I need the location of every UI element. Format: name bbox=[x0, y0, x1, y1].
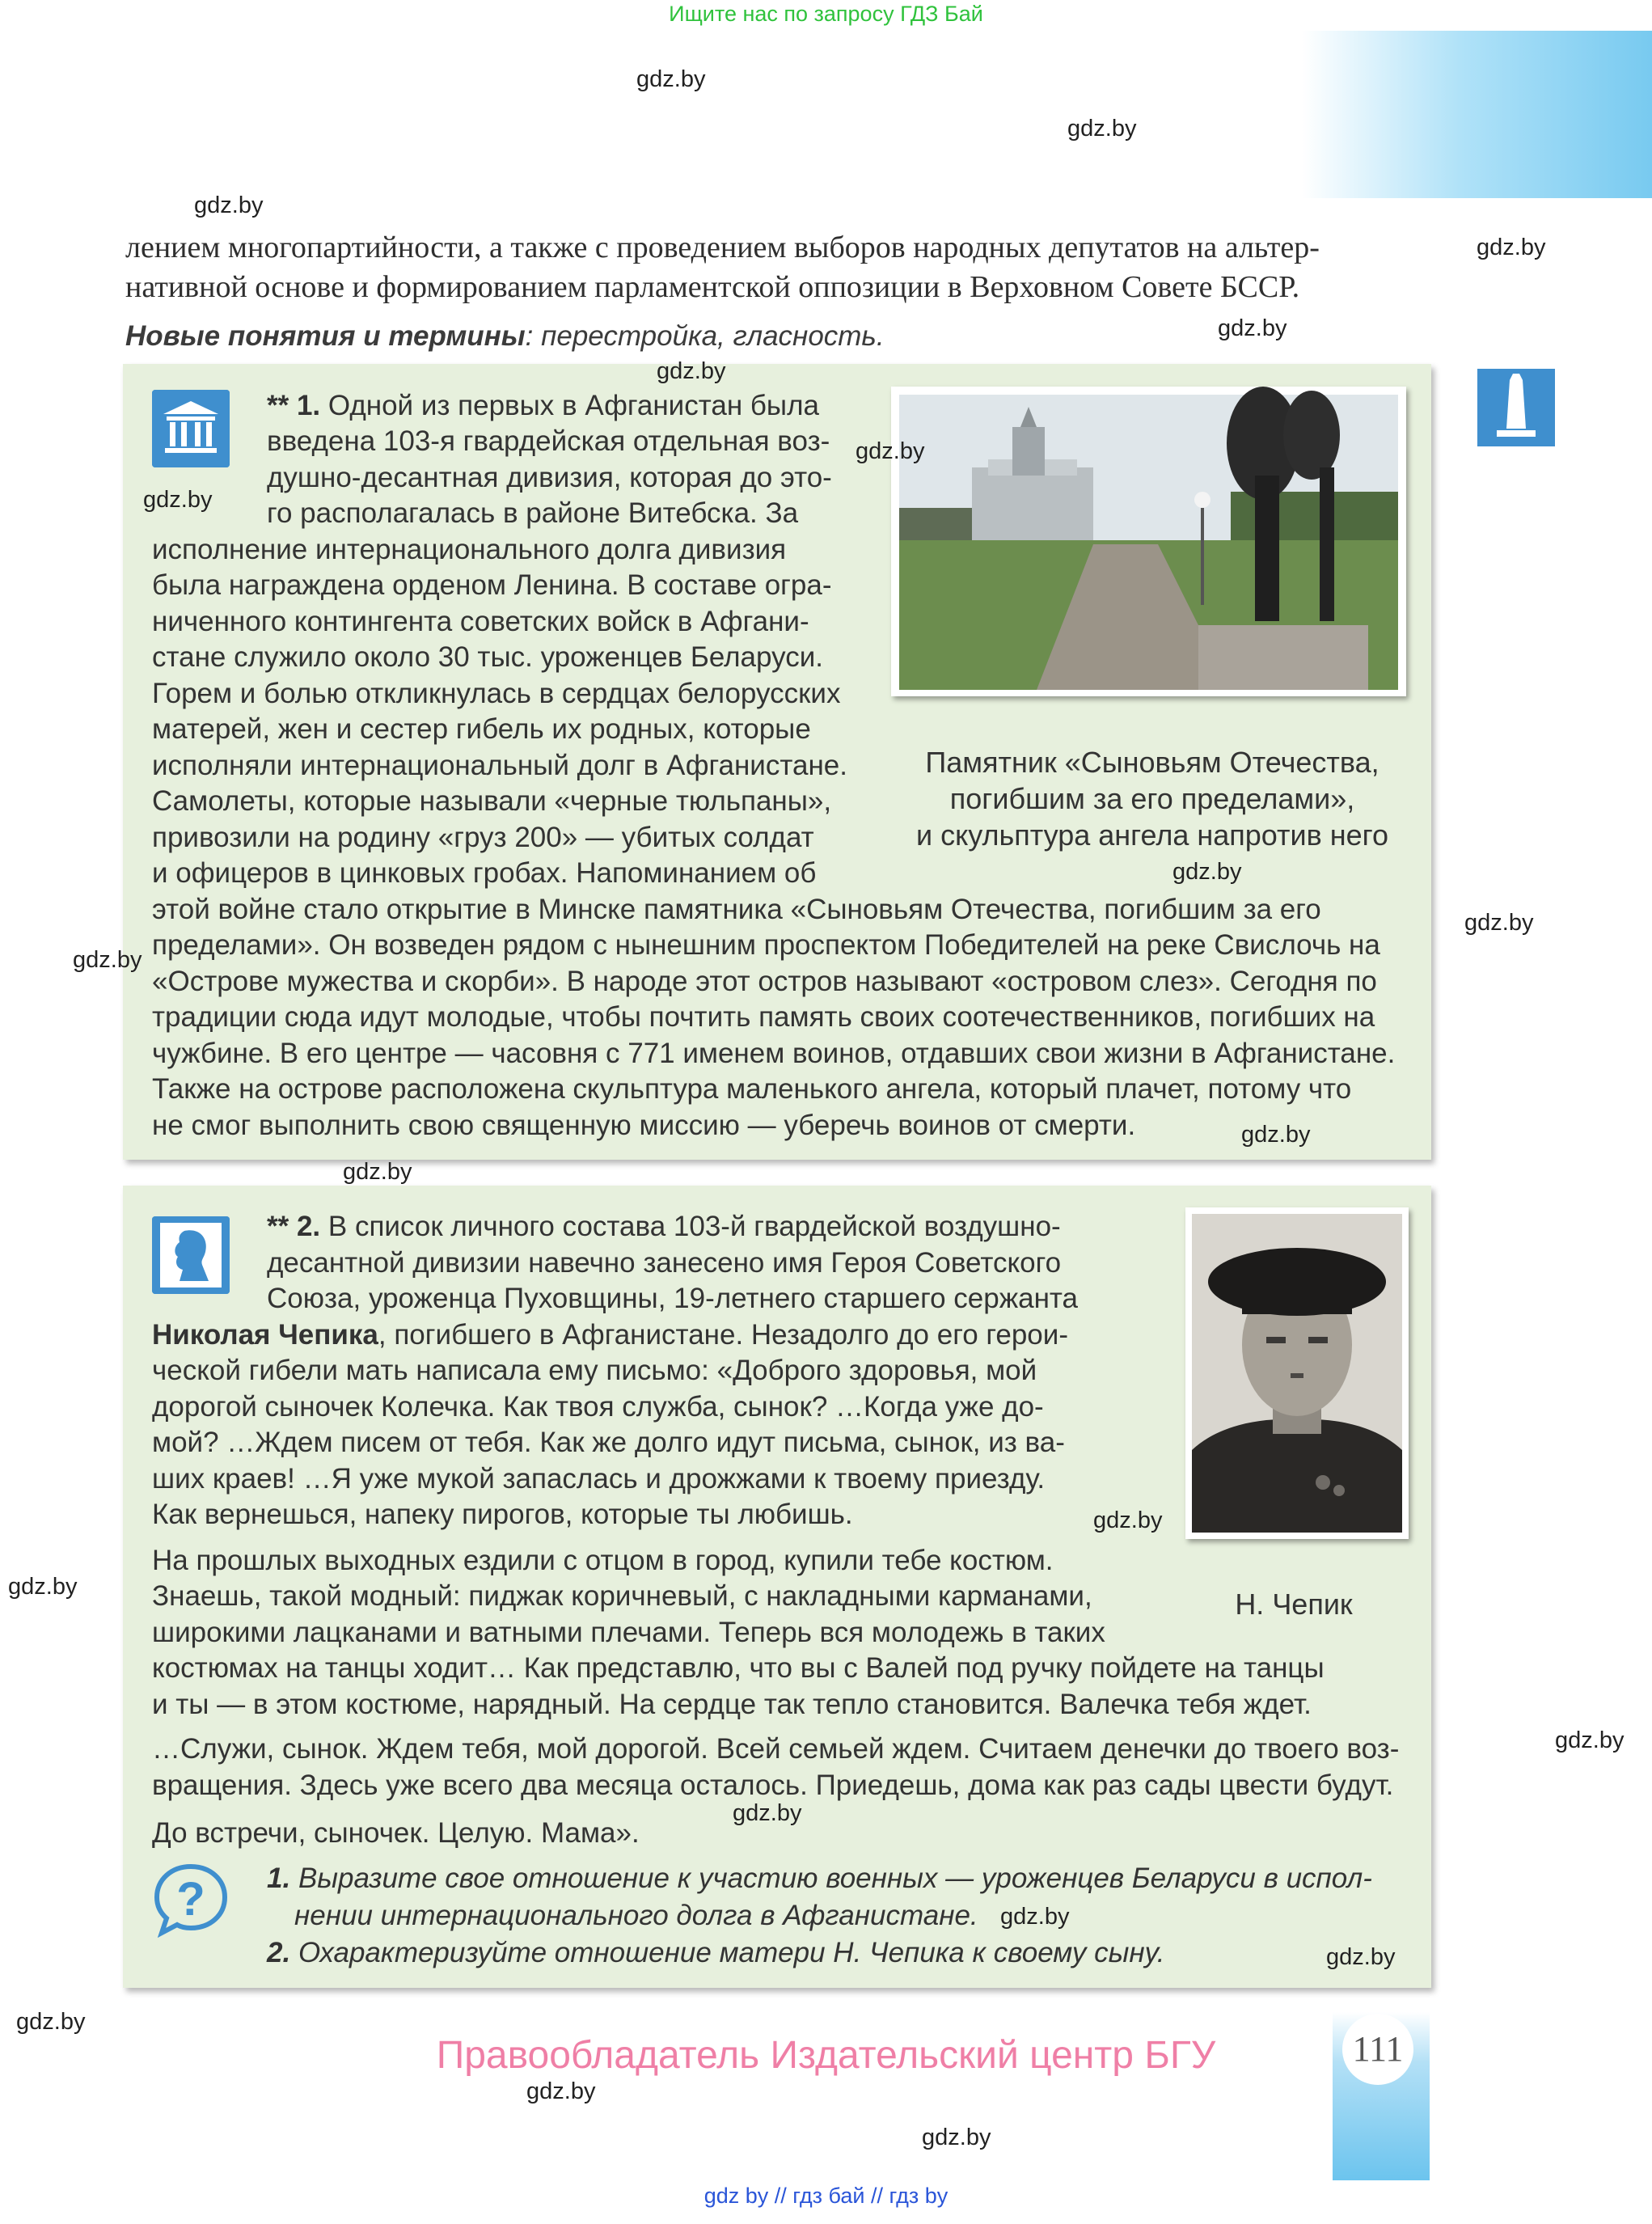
box2-after-name-1: ческой гибели мать написала ему письмо: «Доброго здоровья, мой bbox=[152, 1355, 1037, 1386]
portrait-profile-icon bbox=[152, 1216, 230, 1294]
footer-site-links[interactable]: gdz by // гдз бай // гдз by bbox=[703, 2184, 949, 2208]
box1-wide-line-5: Также на острове расположена скульптура маленького ангела, который плачет, потому что bbox=[152, 1073, 1352, 1105]
box1-line-8: Горем и болью откликнулась в сердцах белорусских bbox=[152, 678, 841, 709]
box2-after-name-2: дорогой сыночек Колечка. Как твоя служба, сынок? …Когда уже до- bbox=[152, 1391, 1044, 1423]
monument-photo bbox=[891, 387, 1406, 696]
box2-para3-line-1: вращения. Здесь уже всего два месяца осталось. Приедешь, дома как раз сады цвести будут. bbox=[152, 1769, 1394, 1801]
box1-line-7: стане служило около 30 тыс. уроженцев Беларуси. bbox=[152, 641, 823, 673]
watermark: gdz.by bbox=[1477, 235, 1546, 260]
box1-line-0: Одной из первых в Афганистан была bbox=[327, 390, 819, 421]
box2-para2-line-4: и ты — в этом костюме, нарядный. На сердце так тепло становится. Валечка тебя ждет. bbox=[152, 1689, 1312, 1720]
intro-line-1: лением многопартийности, а также с проведением выборов народных депутатов на альтер- bbox=[125, 230, 1320, 264]
box2-para2-line-1: Знаешь, такой модный: пиджак коричневый, с накладными карманами, bbox=[152, 1580, 1092, 1612]
watermark: gdz.by bbox=[143, 487, 213, 513]
box2-after-name-4: ших краев! …Я уже мукой запаслась и дрожжами к твоему приезду. bbox=[152, 1463, 1046, 1495]
watermark: gdz.by bbox=[1555, 1727, 1625, 1753]
watermark: gdz.by bbox=[1326, 1944, 1396, 1970]
question-2-number: 2. bbox=[267, 1937, 291, 1968]
box2-line-1: десантной дивизии навечно занесено имя Героя Советского bbox=[267, 1247, 1062, 1279]
box1-wide-line-2: «Острове мужества и скорби». В народе этот остров называют «островом слез». Сегодня по bbox=[152, 966, 1377, 997]
box1-line-11: Самолеты, которые называли «черные тюльпаны», bbox=[152, 785, 832, 817]
box2-para2-line-2: широкими лацканами и ватными плечами. Теперь вся молодежь в таких bbox=[152, 1617, 1105, 1648]
watermark: gdz.by bbox=[1464, 910, 1534, 936]
question-1-line-0 bbox=[267, 1860, 1415, 1897]
watermark: gdz.by bbox=[1172, 859, 1242, 885]
hero-name: Николая Чепика bbox=[152, 1319, 378, 1351]
box1-marker: ** 1. bbox=[267, 390, 321, 421]
box2-para3-line-2: До встречи, сыночек. Целую. Мама». bbox=[152, 1817, 640, 1849]
box2-marker: ** 2. bbox=[267, 1211, 321, 1242]
watermark: gdz.by bbox=[1067, 116, 1137, 142]
monument-caption bbox=[894, 744, 1411, 853]
watermark: gdz.by bbox=[1218, 315, 1287, 341]
watermark: gdz.by bbox=[8, 1574, 78, 1600]
box1-line-13: и офицеров в цинковых гробах. Напоминанием об bbox=[152, 857, 817, 889]
box1-line-9: матерей, жен и сестер гибель их родных, которые bbox=[152, 713, 811, 745]
new-terms bbox=[125, 320, 885, 353]
box1-wide-line-0: этой войне стало открытие в Минске памятника «Сыновьям Отечества, погибшим за его bbox=[152, 894, 1321, 925]
box1-line-4: исполнение интернационального долга дивизия bbox=[152, 534, 787, 565]
box1-line-2: душно-десантная дивизия, которая до это- bbox=[267, 462, 832, 493]
watermark: gdz.by bbox=[1241, 1122, 1311, 1148]
box2-after-name-3: мой? …Ждем писем от тебя. Как же долго идут письма, сынок, из ва- bbox=[152, 1427, 1065, 1458]
monument-obelisk-icon bbox=[1477, 369, 1555, 446]
page-number: 111 bbox=[1342, 2014, 1413, 2085]
box2-name-line bbox=[152, 1317, 1068, 1354]
box2-after-name-0: , погибшего в Афганистане. Незадолго до его герои- bbox=[378, 1319, 1068, 1351]
watermark: gdz.by bbox=[1093, 1507, 1163, 1533]
intro-line-2: нативной основе и формированием парламентской оппозиции в Верховном Совете БССР. bbox=[125, 270, 1300, 304]
corner-gradient bbox=[1302, 31, 1652, 198]
museum-columns-icon bbox=[152, 390, 230, 467]
box1-marker-line bbox=[267, 388, 819, 425]
watermark: gdz.by bbox=[922, 2125, 991, 2150]
monument-caption-line-2: и скульптура ангела напротив него bbox=[916, 818, 1388, 852]
monument-caption-line-0: Памятник «Сыновьям Отечества, bbox=[925, 746, 1379, 779]
watermark: gdz.by bbox=[657, 358, 726, 384]
question-2-line-0 bbox=[267, 1934, 1415, 1972]
chepik-caption: Н. Чепик bbox=[1235, 1588, 1353, 1621]
box1-line-5: была награждена орденом Ленина. В составе огра- bbox=[152, 569, 832, 601]
box1-line-3: го располагалась в районе Витебска. За bbox=[267, 497, 799, 529]
box2-line-0: В список личного состава 103-й гвардейской воздушно- bbox=[327, 1211, 1061, 1242]
watermark: gdz.by bbox=[636, 66, 706, 92]
watermark: gdz.by bbox=[733, 1800, 802, 1826]
box2-para2-line-0: На прошлых выходных ездили с отцом в город, купили тебе костюм. bbox=[152, 1545, 1054, 1576]
watermark: gdz.by bbox=[856, 438, 925, 464]
question-1-text-1: нении интернационального долга в Афганистане. bbox=[294, 1900, 978, 1931]
svg-text:?: ? bbox=[176, 1873, 205, 1926]
watermark: gdz.by bbox=[16, 2009, 86, 2035]
copyright-holder: Правообладатель Издательский центр БГУ bbox=[436, 2034, 1216, 2077]
monument-caption-line-1: погибшим за его пределами», bbox=[949, 782, 1355, 815]
box2-para3-line-0: …Служи, сынок. Ждем тебя, мой дорогой. Всей семьей ждем. Считаем денечки до твоего воз- bbox=[152, 1733, 1400, 1765]
box2-para2-line-3: костюмах на танцы ходит… Как представлю, что вы с Валей под ручку пойдете на танцы bbox=[152, 1652, 1325, 1684]
search-banner: Ищите нас по запросу ГДЗ Бай bbox=[669, 2, 983, 26]
review-questions bbox=[267, 1860, 1415, 1972]
box1-line-10: исполняли интернациональный долг в Афганистане. bbox=[152, 750, 847, 781]
box1-wide-line-4: чужбине. В его центре — часовня с 771 именем воинов, отдавших свои жизни в Афганистане. bbox=[152, 1038, 1396, 1069]
chepik-portrait-photo bbox=[1185, 1207, 1409, 1539]
terms-label: Новые понятия и термины bbox=[125, 320, 526, 352]
box1-line-6: ниченного контингента советских войск в Афгани- bbox=[152, 606, 809, 637]
question-bubble-icon bbox=[152, 1860, 230, 1938]
watermark: gdz.by bbox=[1000, 1904, 1070, 1930]
box2-line-2: Союза, уроженца Пуховщины, 19-летнего старшего сержанта bbox=[267, 1283, 1079, 1314]
watermark: gdz.by bbox=[73, 947, 142, 973]
question-1-number: 1. bbox=[267, 1862, 291, 1894]
box2-marker-line bbox=[267, 1209, 1061, 1245]
question-1-text-0: Выразите свое отношение к участию военных — уроженцев Беларуси в испол- bbox=[298, 1862, 1372, 1894]
box1-wide-line-6: не смог выполнить свою священную миссию — уберечь воинов от смерти. bbox=[152, 1110, 1136, 1141]
box1-wide-line-1: пределами». Он возведен рядом с нынешним проспектом Победителей на реке Свислочь на bbox=[152, 929, 1380, 961]
box1-line-12: привозили на родину «груз 200» — убитых солдат bbox=[152, 822, 814, 853]
watermark: gdz.by bbox=[194, 192, 264, 218]
box1-wide-line-3: традиции сюда идут молодые, чтобы почтить память своих соотечественников, погибших на bbox=[152, 1001, 1375, 1033]
box2-after-name-5: Как вернешься, напеку пирогов, которые ты любишь. bbox=[152, 1499, 853, 1530]
box1-line-1: введена 103-я гвардейская отдельная воз- bbox=[267, 425, 830, 457]
watermark: gdz.by bbox=[343, 1159, 412, 1185]
watermark: gdz.by bbox=[526, 2078, 596, 2104]
question-2-text-0: Охарактеризуйте отношение матери Н. Чепика к своему сыну. bbox=[298, 1937, 1165, 1968]
terms-value: : перестройка, гласность. bbox=[525, 320, 885, 352]
